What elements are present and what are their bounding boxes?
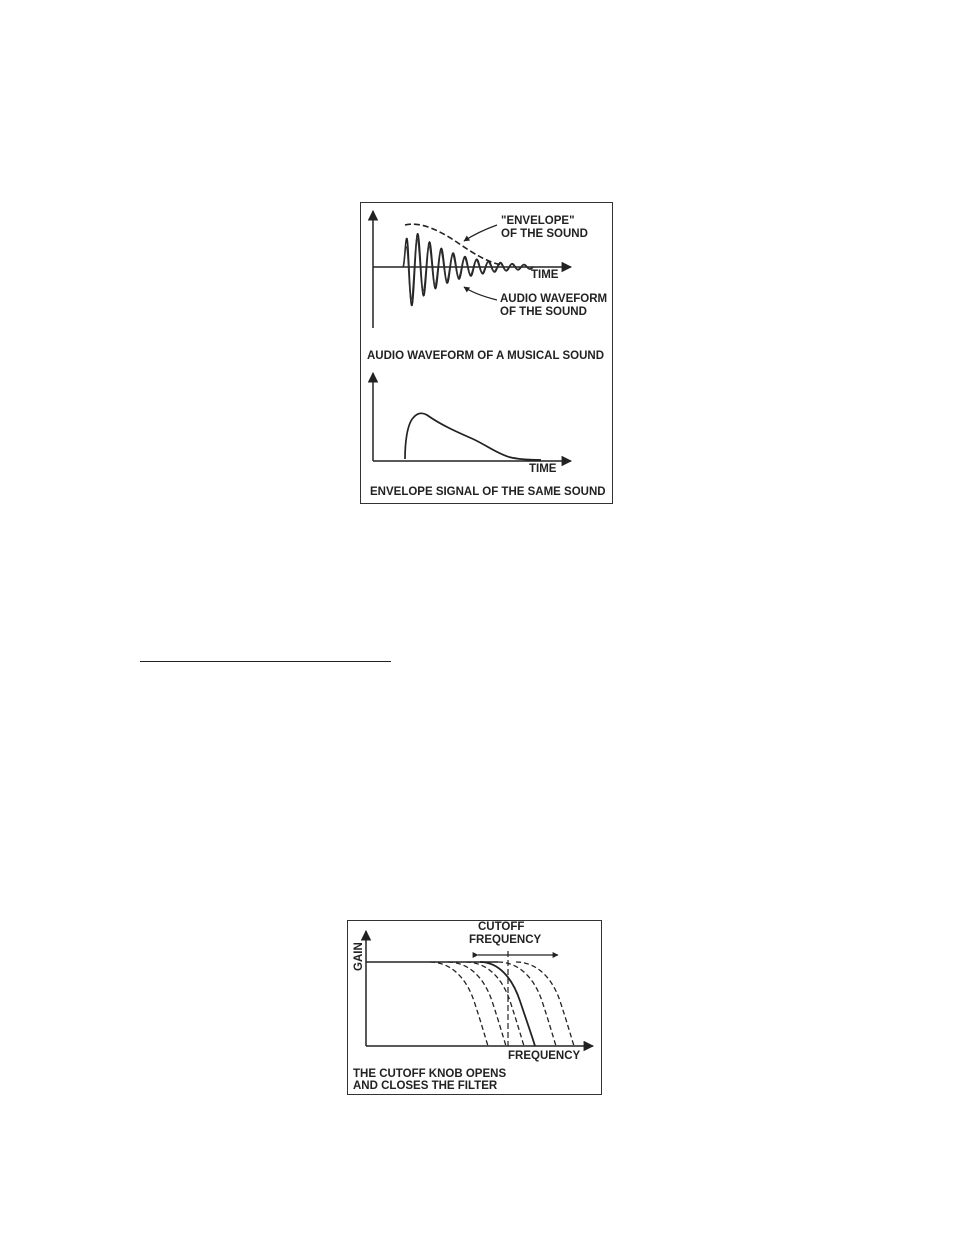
filter-caption-line1: THE CUTOFF KNOB OPENS (353, 1068, 507, 1080)
audio-waveform-trace (403, 238, 533, 300)
waveform-pointer-arrow (464, 287, 497, 300)
frequency-axis-label: FREQUENCY (508, 1050, 581, 1062)
envelope-label-line2: OF THE SOUND (501, 228, 588, 240)
filter-cutoff-svg (348, 921, 601, 1094)
rolloff-curve-dashed (430, 962, 488, 1046)
cutoff-label-line1: CUTOFF (478, 921, 525, 933)
rolloff-curve-dashed (448, 962, 506, 1046)
envelope-caption: ENVELOPE SIGNAL OF THE SAME SOUND (370, 486, 606, 498)
waveform-envelope-figure (360, 202, 613, 504)
top-time-label: TIME (531, 269, 559, 281)
gain-axis-label: GAIN (353, 942, 365, 971)
waveform-envelope-svg (361, 203, 612, 503)
waveform-label-line2: OF THE SOUND (500, 306, 587, 318)
filter-cutoff-figure (347, 920, 602, 1095)
waveform-caption: AUDIO WAVEFORM OF A MUSICAL SOUND (367, 350, 605, 362)
waveform-label-line1: AUDIO WAVEFORM (500, 293, 608, 305)
envelope-signal-curve (405, 413, 541, 460)
envelope-label-line1: "ENVELOPE" (501, 215, 575, 227)
cutoff-label-line2: FREQUENCY (469, 934, 542, 946)
filter-caption-line2: AND CLOSES THE FILTER (353, 1080, 498, 1092)
envelope-pointer-arrow (464, 225, 497, 241)
rolloff-curve-dashed (516, 962, 574, 1046)
section-rule (140, 661, 391, 662)
bottom-time-label: TIME (529, 463, 557, 475)
